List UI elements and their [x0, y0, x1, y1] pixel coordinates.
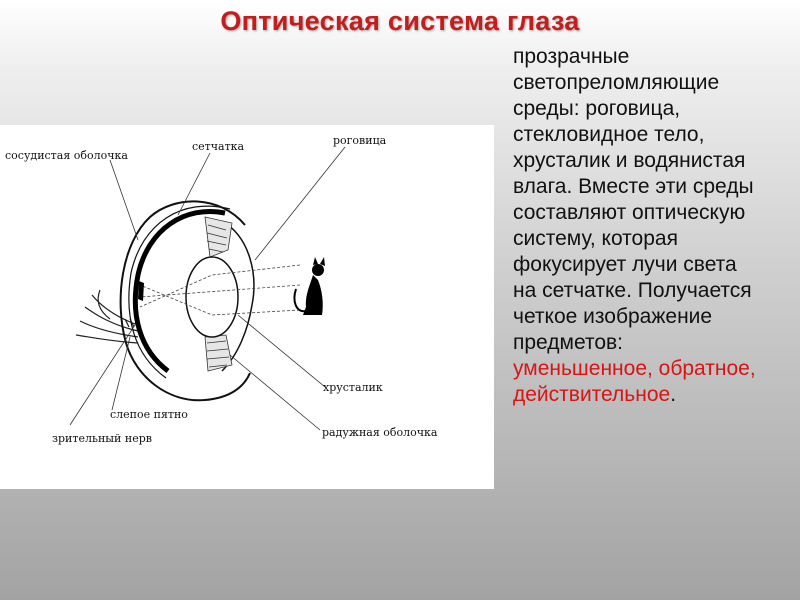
description-line: систему, которая [513, 227, 678, 250]
description-line: стекловидное тело, [513, 123, 705, 146]
highlight-final-line [513, 382, 798, 408]
description-line: четкое изображение [513, 305, 713, 328]
label-optic-nerve: зрительный нерв [52, 432, 152, 445]
description-line: хрусталик и водянистая [513, 149, 746, 172]
label-choroid: сосудистая оболочка [5, 149, 128, 162]
slide-title: Оптическая система глаза [220, 6, 580, 36]
description-line: среды: роговица, [513, 97, 681, 120]
eye-diagram [0, 125, 494, 489]
label-blind-spot: слепое пятно [110, 408, 188, 421]
cat-silhouette [294, 257, 325, 315]
highlight-line: действительное [513, 383, 671, 406]
description-line: прозрачные [513, 45, 630, 68]
eye-diagram-svg [0, 125, 494, 489]
description-line: влага. Вместе эти среды [513, 175, 754, 198]
trailing-period: . [670, 383, 677, 406]
description-line: фокусирует лучи света [513, 253, 737, 276]
description-line: составляют оптическую [513, 201, 746, 224]
label-retina: сетчатка [192, 140, 245, 153]
label-cornea: роговица [333, 134, 387, 147]
description-line: предметов: [513, 331, 623, 354]
description-line: на сетчатке. Получается [513, 279, 752, 302]
label-lens: хрусталик [323, 381, 383, 394]
description-text [513, 44, 798, 408]
description-line: светопреломляющие [513, 71, 720, 94]
highlight-line: уменьшенное, обратное, [513, 357, 756, 380]
label-iris: радужная оболочка [322, 426, 438, 439]
inverted-image [138, 281, 144, 301]
lens-shape [186, 257, 238, 337]
